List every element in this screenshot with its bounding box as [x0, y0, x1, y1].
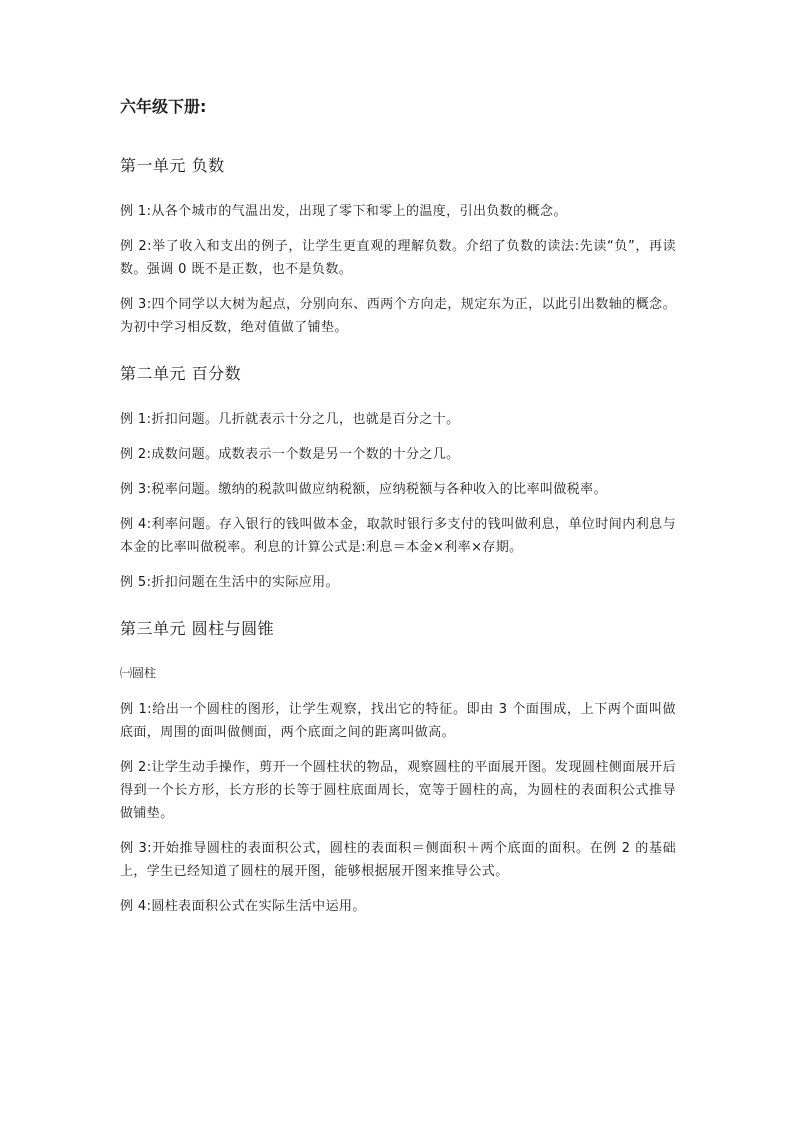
unit-section-3	[120, 618, 676, 918]
unit-heading: 第三单元 圆柱与圆锥	[120, 619, 275, 638]
example-paragraph: 例 1:从各个城市的气温出发，出现了零下和零上的温度，引出负数的概念。	[120, 204, 567, 219]
unit-section-2	[120, 363, 676, 594]
example-paragraph: 例 2:让学生动手操作，剪开一个圆柱状的物品，观察圆柱的平面展开图。发现圆柱侧面展开后得到一个长方形，长方形的长等于圆柱底面周长，宽等于圆柱的高，为圆柱的表面积公式推导做铺垫。	[120, 760, 676, 821]
example-paragraph: 例 2:成数问题。成数表示一个数是另一个数的十分之几。	[120, 447, 460, 462]
unit-heading: 第二单元 百分数	[120, 364, 242, 383]
example-paragraph: 例 1:折扣问题。几折就表示十分之几，也就是百分之十。	[120, 412, 460, 427]
unit-heading: 第一单元 负数	[120, 156, 225, 175]
example-paragraph: 例 3:税率问题。缴纳的税款叫做应纳税额，应纳税额与各种收入的比率叫做税率。	[120, 482, 607, 497]
example-paragraph: 例 5:折扣问题在生活中的实际应用。	[120, 575, 339, 590]
document-title: 六年级下册:	[120, 97, 207, 116]
example-paragraph: 例 4:圆柱表面积公式在实际生活中运用。	[120, 899, 366, 914]
document-content	[120, 96, 676, 930]
example-paragraph: 例 3:开始推导圆柱的表面积公式，圆柱的表面积＝侧面积＋两个底面的面积。在例 2 的基础上，学生已经知道了圆柱的展开图，能够根据展开图来推导公式。	[120, 841, 676, 879]
subsection-heading: ㈠圆柱	[120, 666, 157, 680]
unit-section-1	[120, 155, 676, 339]
example-paragraph: 例 4:利率问题。存入银行的钱叫做本金，取款时银行多支付的钱叫做利息，单位时间内利息与本金的比率叫做税率。利息的计算公式是:利息＝本金×利率×存期。	[120, 517, 676, 555]
example-paragraph: 例 2:举了收入和支出的例子，让学生更直观的理解负数。介绍了负数的读法:先读“负”，再读数。强调 0 既不是正数，也不是负数。	[120, 239, 676, 277]
example-paragraph: 例 3:四个同学以大树为起点，分别向东、西两个方向走，规定东为正，以此引出数轴的概念。为初中学习相反数，绝对值做了铺垫。	[120, 297, 676, 335]
example-paragraph: 例 1:给出一个圆柱的图形，让学生观察，找出它的特征。即由 3 个面围成，上下两个面叫做底面，周围的面叫做侧面，两个底面之间的距离叫做高。	[120, 702, 676, 740]
